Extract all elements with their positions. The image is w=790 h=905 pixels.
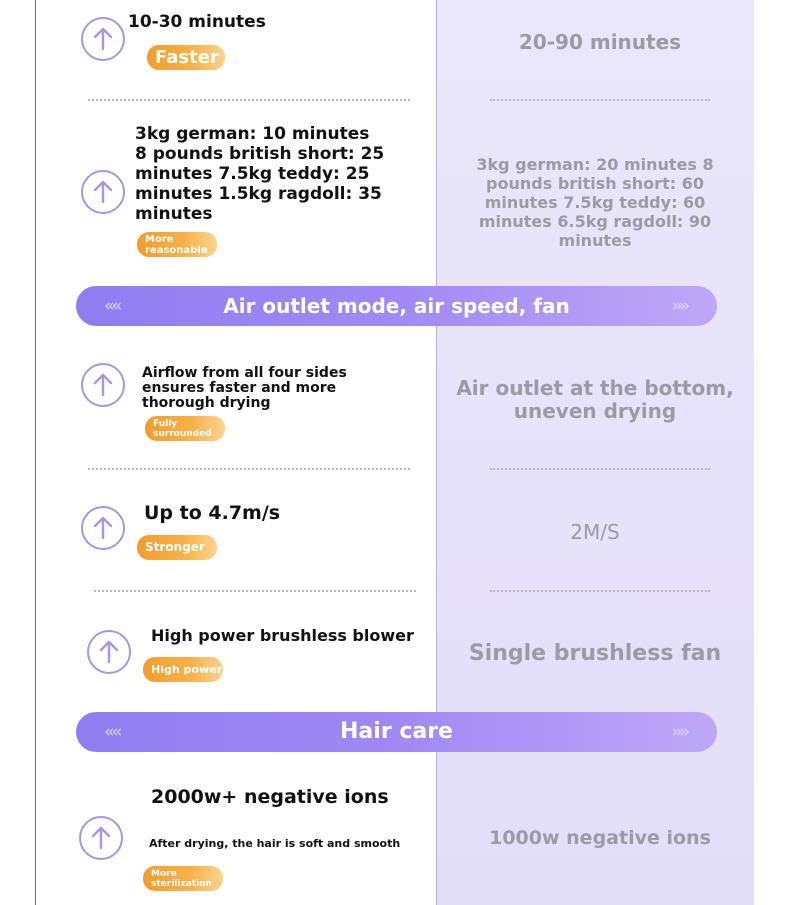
right-column [437,0,754,905]
section-title: Hair care [340,719,453,744]
airflow-right: Air outlet at the bottom, uneven drying [456,376,734,423]
drying-times-left: 3kg german: 10 minutes 8 pounds british short: 25 minutes 7.5kg teddy: 25 minutes 1.5kg ragdoll: 35 minutes [135,124,385,224]
badge-stronger: Stronger [137,535,217,560]
divider [94,590,416,592]
air-speed-left: Up to 4.7m/s [144,502,281,524]
badge-fully-surrounded: Fully surrounded [145,416,225,441]
negative-ions-left: 2000w+ negative ions [151,786,389,808]
chevron-left-icon: ‹‹‹‹ [104,722,120,742]
badge-high-power: High power [143,657,223,682]
negative-ions-subtext: After drying, the hair is soft and smooth [149,837,401,850]
section-bar-airflow [76,286,717,326]
chevron-right-icon: ›››› [671,722,687,742]
arrow-up-icon [81,506,125,550]
badge-faster: Faster [147,45,225,70]
badge-more-sterilization: More sterilization [143,866,223,891]
divider [88,99,410,101]
negative-ions-right: 1000w negative ions [489,827,711,849]
airflow-description: Airflow from all four sides ensures faster and more thorough drying [142,365,347,411]
drying-times-right: 3kg german: 20 minutes 8 pounds british short: 60 minutes 7.5kg teddy: 60 minutes 6.5kg ragdoll: 90 minutes [476,155,714,250]
section-bar-hair-care [76,712,717,752]
chevron-left-icon: ‹‹‹‹ [104,296,120,316]
badge-more-reasonable: More reasonable [137,232,217,257]
chevron-right-icon: ›››› [671,296,687,316]
fan-right: Single brushless fan [468,641,722,666]
time-value-right: 20-90 minutes [518,30,682,54]
time-value-left: 10-30 minutes [128,12,266,32]
fan-left: High power brushless blower [151,626,414,645]
section-title: Air outlet mode, air speed, fan [223,294,570,318]
air-speed-right: 2M/S [570,520,620,544]
divider [88,468,410,470]
arrow-up-icon [81,17,125,61]
arrow-up-icon [79,816,123,860]
divider [490,590,710,592]
divider [490,99,710,101]
arrow-up-icon [81,363,125,407]
arrow-up-icon [87,630,131,674]
divider [490,468,710,470]
arrow-up-icon [81,170,125,214]
